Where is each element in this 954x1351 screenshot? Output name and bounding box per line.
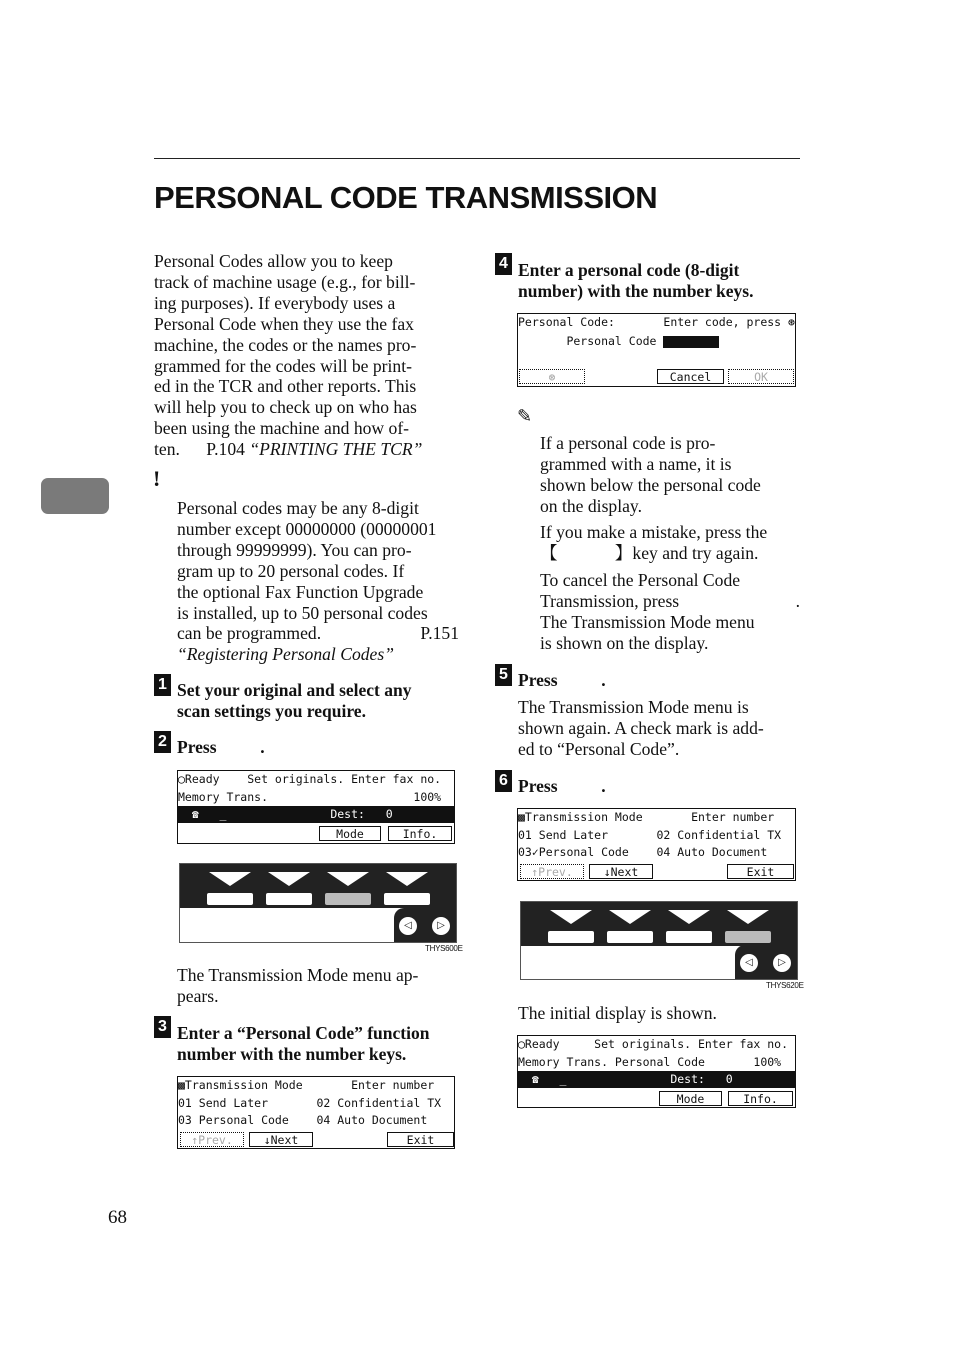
selection-key-1[interactable]	[207, 893, 253, 905]
intro-line: been using the machine and how of-	[154, 418, 410, 439]
page-title: PERSONAL CODE TRANSMISSION	[154, 180, 658, 215]
intro-line: Personal Codes allow you to keep	[154, 251, 393, 271]
intro-line: will help you to check up on who has	[154, 397, 417, 418]
down-arrow-icon	[727, 910, 769, 924]
intro-line: ing purposes). If everybody uses a	[154, 292, 396, 313]
selection-keys-panel	[520, 901, 798, 980]
note-paragraph-1: If a personal code is pro- grammed with a name, it is shown below the personal code on the display.	[540, 433, 761, 516]
step-number: 2	[154, 731, 171, 753]
code-entry-field[interactable]	[663, 336, 719, 348]
lcd-transmission-mode: ▩Transmission Mode Enter number 01 Send Later 02 Confidential TX 03 Personal Code 04 Auto Document ↑Prev. ↓Next Exit	[177, 1076, 455, 1149]
intro-line: machine, the codes or the names pro-	[154, 334, 417, 355]
step-6-result: The initial display is shown.	[518, 1003, 717, 1023]
note-paragraph-3: To cancel the Personal Code Transmission, press . The Transmission Mode menu is shown on the display.	[540, 570, 800, 653]
down-arrow-icon	[550, 910, 592, 924]
exclamation-icon: !	[153, 466, 161, 491]
step-number: 5	[495, 664, 512, 686]
selection-key-2[interactable]	[607, 931, 653, 943]
step-2-result: The Transmission Mode menu ap- pears.	[177, 965, 419, 1006]
info-button[interactable]: Info.	[388, 826, 452, 841]
lcd-transmission-mode-checked: ▩Transmission Mode Enter number 01 Send Later 02 Confidential TX 03✓Personal Code 04 Auto Document ↑Prev. ↓Next Exit	[517, 808, 796, 881]
step-1-text: Set your original and select any scan settings you require.	[177, 680, 412, 721]
cancel-button[interactable]: Cancel	[657, 369, 724, 384]
intro-line: Personal Code when they use the fax	[154, 313, 414, 334]
step-number: 6	[495, 770, 512, 792]
selection-key-1[interactable]	[548, 931, 594, 943]
chapter-tab	[41, 478, 109, 514]
header-rule	[154, 158, 800, 159]
ok-button[interactable]: OK	[728, 369, 794, 384]
scroll-keys	[735, 945, 797, 979]
down-arrow-icon	[386, 872, 428, 886]
step-number: 4	[495, 253, 512, 275]
intro-line: ten.	[154, 439, 180, 460]
prev-button[interactable]: ↑Prev.	[180, 1132, 244, 1147]
selection-key-3[interactable]	[325, 893, 371, 905]
step-6-text: Press .	[518, 776, 606, 796]
step-number: 3	[154, 1016, 171, 1038]
down-arrow-icon	[327, 872, 369, 886]
selection-keys-panel	[179, 863, 457, 943]
lcd-ready-display-personal-code: ◯Ready Set originals. Enter fax no. Memory Trans. Personal Code 100% ☎ _ Dest: 0 Mode Info.	[517, 1035, 796, 1108]
mode-button[interactable]: Mode	[319, 826, 381, 841]
pencil-icon: ✎	[517, 406, 533, 426]
selection-key-2[interactable]	[266, 893, 312, 905]
pound-key-icon[interactable]: ⊛	[519, 369, 585, 384]
right-arrow-icon[interactable]: ▷	[432, 917, 450, 935]
intro-line: grammed for the codes will be print-	[154, 355, 412, 376]
lcd-ready-display: ◯Ready Set originals. Enter fax no. Memory Trans. 100% ☎ _ Dest: 0 Mode Info.	[177, 770, 455, 844]
down-arrow-icon	[609, 910, 651, 924]
right-arrow-icon[interactable]: ▷	[773, 954, 791, 972]
selection-key-3[interactable]	[666, 931, 712, 943]
left-arrow-icon[interactable]: ◁	[740, 954, 758, 972]
info-button[interactable]: Info.	[728, 1091, 793, 1106]
next-button[interactable]: ↓Next	[249, 1132, 313, 1147]
next-button[interactable]: ↓Next	[589, 864, 653, 879]
down-arrow-icon	[668, 910, 710, 924]
step-number: 1	[154, 674, 171, 696]
figure-caption: THYS620E	[766, 981, 804, 990]
lcd-personal-code: Personal Code: Enter code, press ⊛ Personal Code ⊛ Cancel OK	[517, 313, 796, 387]
exit-button[interactable]: Exit	[387, 1132, 454, 1147]
down-arrow-icon	[209, 872, 251, 886]
step-3-text: Enter a “Personal Code” function number with the number keys.	[177, 1023, 430, 1064]
step-4-text: Enter a personal code (8-digit number) with the number keys.	[518, 260, 754, 301]
step-2-text: Press .	[177, 737, 265, 757]
exit-button[interactable]: Exit	[727, 864, 794, 879]
step-5-text: Press .	[518, 670, 606, 690]
cross-reference-title: “Registering Personal Codes”	[177, 644, 394, 665]
scroll-keys	[394, 908, 456, 942]
mode-button[interactable]: Mode	[659, 1091, 722, 1106]
intro-line: ed in the TCR and other reports. This	[154, 376, 417, 397]
cross-reference-page: P.151	[420, 623, 459, 644]
important-paragraph: Personal codes may be any 8-digit number except 00000000 (00000001 through 99999999). You can pro- gram up to 20 personal codes. If the optional Fax Function Upgrade is installed, up to 50 personal codes can be programmed. P.151 “Registering Personal Codes”	[177, 498, 459, 665]
intro-line: track of machine usage (e.g., for bill-	[154, 271, 416, 292]
figure-caption: THYS600E	[425, 944, 463, 953]
left-arrow-icon[interactable]: ◁	[399, 917, 417, 935]
selection-key-4[interactable]	[384, 893, 430, 905]
cross-reference-page: P.104	[206, 439, 245, 460]
note-paragraph-2: If you make a mistake, press the 【 】key and try again.	[540, 522, 768, 563]
page-number: 68	[108, 1207, 127, 1228]
intro-paragraph	[154, 251, 459, 460]
down-arrow-icon	[268, 872, 310, 886]
step-5-result: The Transmission Mode menu is shown again. A check mark is add- ed to “Personal Code”.	[518, 697, 764, 759]
prev-button[interactable]: ↑Prev.	[520, 864, 584, 879]
selection-key-4[interactable]	[725, 931, 771, 943]
cross-reference-title: “PRINTING THE TCR”	[249, 439, 423, 460]
